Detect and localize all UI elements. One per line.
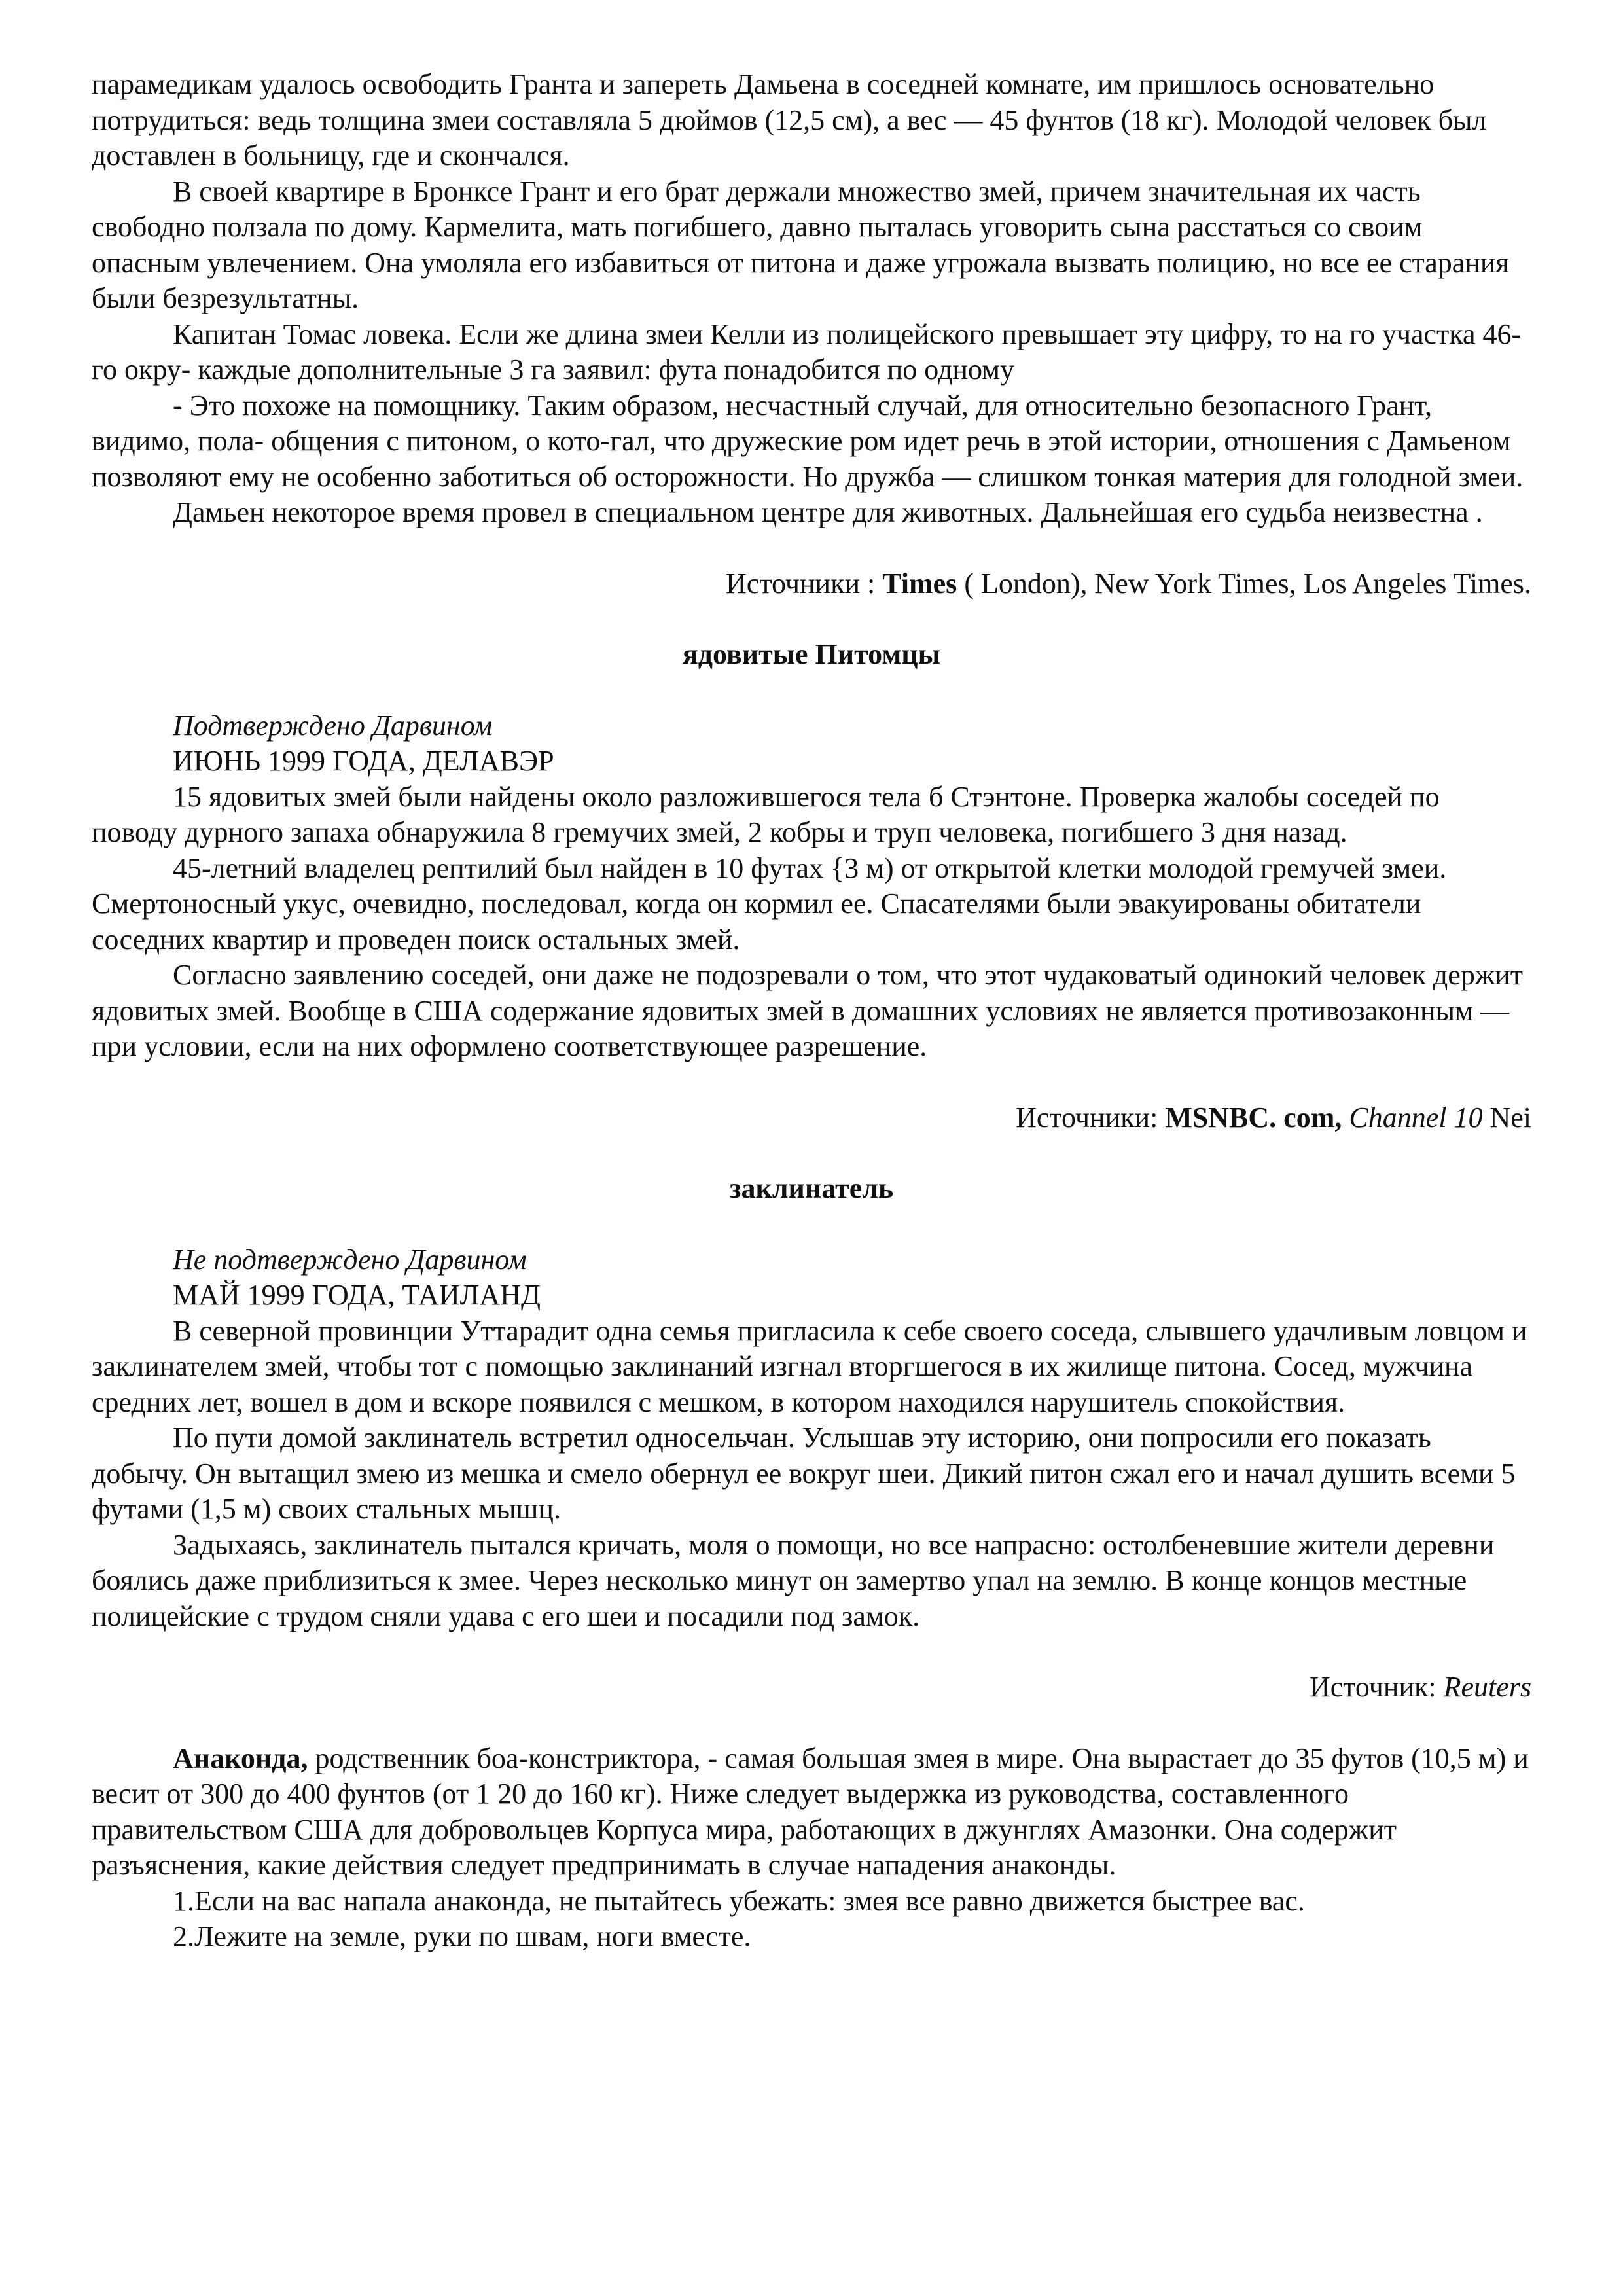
- dateline: МАЙ 1999 ГОДА, ТАИЛАНД: [173, 1279, 541, 1311]
- source-label: Источник:: [1309, 1671, 1444, 1703]
- section-title: ядовитые Питомцы: [682, 638, 941, 670]
- source-line: [92, 1100, 1531, 1136]
- paragraph: В своей квартире в Бронксе Грант и его брат держали множество змей, причем значительная их часть свободно ползала по дому. Кармелита, мать погибшего, давно пыталась уговорить сына расстаться со своим опасным увлечением. Она умоляла его избавиться от питона и даже угрожала вызвать полицию, но все ее старания были безрезультатны.: [92, 175, 1509, 314]
- paragraph: 15 ядовитых змей были найдены около разложившегося тела б Стэнтоне. Проверка жалобы соседей по поводу дурного запаха обнаружила 8 гремучих змей, 2 кобры и труп человека, погибшего 3 дня назад.: [92, 780, 1440, 848]
- source-line: [92, 1670, 1531, 1706]
- story-python-continuation: [92, 67, 1531, 601]
- paragraph: парамедикам удалось освободить Гранта и запереть Дамьена в соседней комнате, им пришлось основательно потрудиться: ведь толщина змеи составляла 5 дюймов (12,5 см), а вес — 45 фунтов (18 кг). Молодой человек был доставлен в больницу, где и скончался.: [92, 68, 1487, 171]
- source-italic: Channel 10: [1342, 1101, 1483, 1134]
- confirmation-status: Подтверждено Дарвином: [173, 709, 493, 742]
- paragraph: 45-летний владелец рептилий был найден в 10 футах {3 м) от открытой клетки молодой гремучей змеи. Смертоносный укус, очевидно, последовал, когда он кормил ее. Спасателями были эвакуированы обитатели соседних квартир и проведен поиск остальных змей.: [92, 852, 1447, 956]
- dateline: ИЮНЬ 1999 ГОДА, ДЕЛАВЭР: [173, 745, 554, 777]
- source-label: Источники :: [726, 567, 883, 600]
- source-rest: Nei: [1482, 1101, 1531, 1134]
- source-rest: ( London), New York Times, Los Angeles Times.: [957, 567, 1531, 600]
- paragraph: Задыхаясь, заклинатель пытался кричать, моля о помощи, но все напрасно: остолбеневшие жители деревни боялись даже приблизиться к змее. Через несколько минут он замертво упал на землю. В конце концов местные полицейские с трудом сняли удава с его шеи и посадили под замок.: [92, 1528, 1495, 1632]
- paragraph: Дамьен некоторое время провел в специальном центре для животных. Дальнейшая его судьба неизвестна .: [173, 496, 1483, 528]
- source-label: Источники:: [1016, 1101, 1166, 1134]
- source-bold: Times: [882, 567, 957, 600]
- story-venomous-pets: [92, 637, 1531, 1136]
- paragraph: - Это похоже на помощнику. Таким образом, несчастный случай, для относительно безопасного Грант, видимо, пола- общения с питоном, о кото-гал, что дружеские ром идет речь в этой истории, отношения с Дамьеном позволяют ему не особенно заботиться об осторожности. Но дружба — слишком тонкая материя для голодной змеи.: [92, 389, 1524, 493]
- lead-bold: Анаконда,: [173, 1742, 308, 1774]
- paragraph: Согласно заявлению соседей, они даже не подозревали о том, что этот чудаковатый одинокий человек держит ядовитых змей. Вообще в США содержание ядовитых змей в домашних условиях не является противозаконным — при условии, если на них оформлено соответствующее разрешение.: [92, 959, 1524, 1062]
- paragraph: Капитан Томас ловека. Если же длина змеи Келли из полицейского превышает эту цифру, то на го участка 46-го окру- каждые дополнительные 3 га заявил: фута понадобится по одному: [92, 317, 1522, 386]
- source-line: [92, 566, 1531, 602]
- lead-text: родственник боа-констриктора, - самая большая змея в мире. Она вырастает до 35 футов (10,5 м) и весит от 300 до 400 фунтов (от 1 20 до 160 кг). Ниже следует выдержка из руководства, составленного правительством США для добровольцев Корпуса мира, работающих в джунглях Амазонки. Она содержит разъяснения, какие действия следует предпринимать в случае нападения анаконды.: [92, 1742, 1529, 1881]
- list-item: 2.Лежите на земле, руки по швам, ноги вместе.: [173, 1920, 751, 1952]
- source-bold: MSNBC. com,: [1165, 1101, 1342, 1134]
- spacer: [92, 1706, 1531, 1741]
- confirmation-status: Не подтверждено Дарвином: [173, 1243, 527, 1276]
- anaconda-guide: [92, 1741, 1531, 1955]
- paragraph: По пути домой заклинатель встретил односельчан. Услышав эту историю, они попросили его показать добычу. Он вытащил змею из мешка и смело обернул ее вокруг шеи. Дикий питон сжал его и начал душить всеми 5 футами (1,5 м) своих стальных мышц.: [92, 1422, 1516, 1525]
- list-item: 1.Если на вас напала анаконда, не пытайтесь убежать: змея все равно движется быстрее вас.: [173, 1884, 1305, 1917]
- source-italic: Reuters: [1443, 1671, 1531, 1703]
- story-snake-charmer: [92, 1171, 1531, 1706]
- paragraph: В северной провинции Уттарадит одна семья пригласила к себе своего соседа, слывшего удачливым ловцом и заклинателем змей, чтобы тот с помощью заклинаний изгнал вторгшегося в их жилище питона. Сосед, мужчина средних лет, вошел в дом и вскоре появился с мешком, в котором находился нарушитель спокойствия.: [92, 1314, 1527, 1418]
- paragraph: [92, 1741, 1531, 1884]
- section-title: заклинатель: [729, 1172, 894, 1204]
